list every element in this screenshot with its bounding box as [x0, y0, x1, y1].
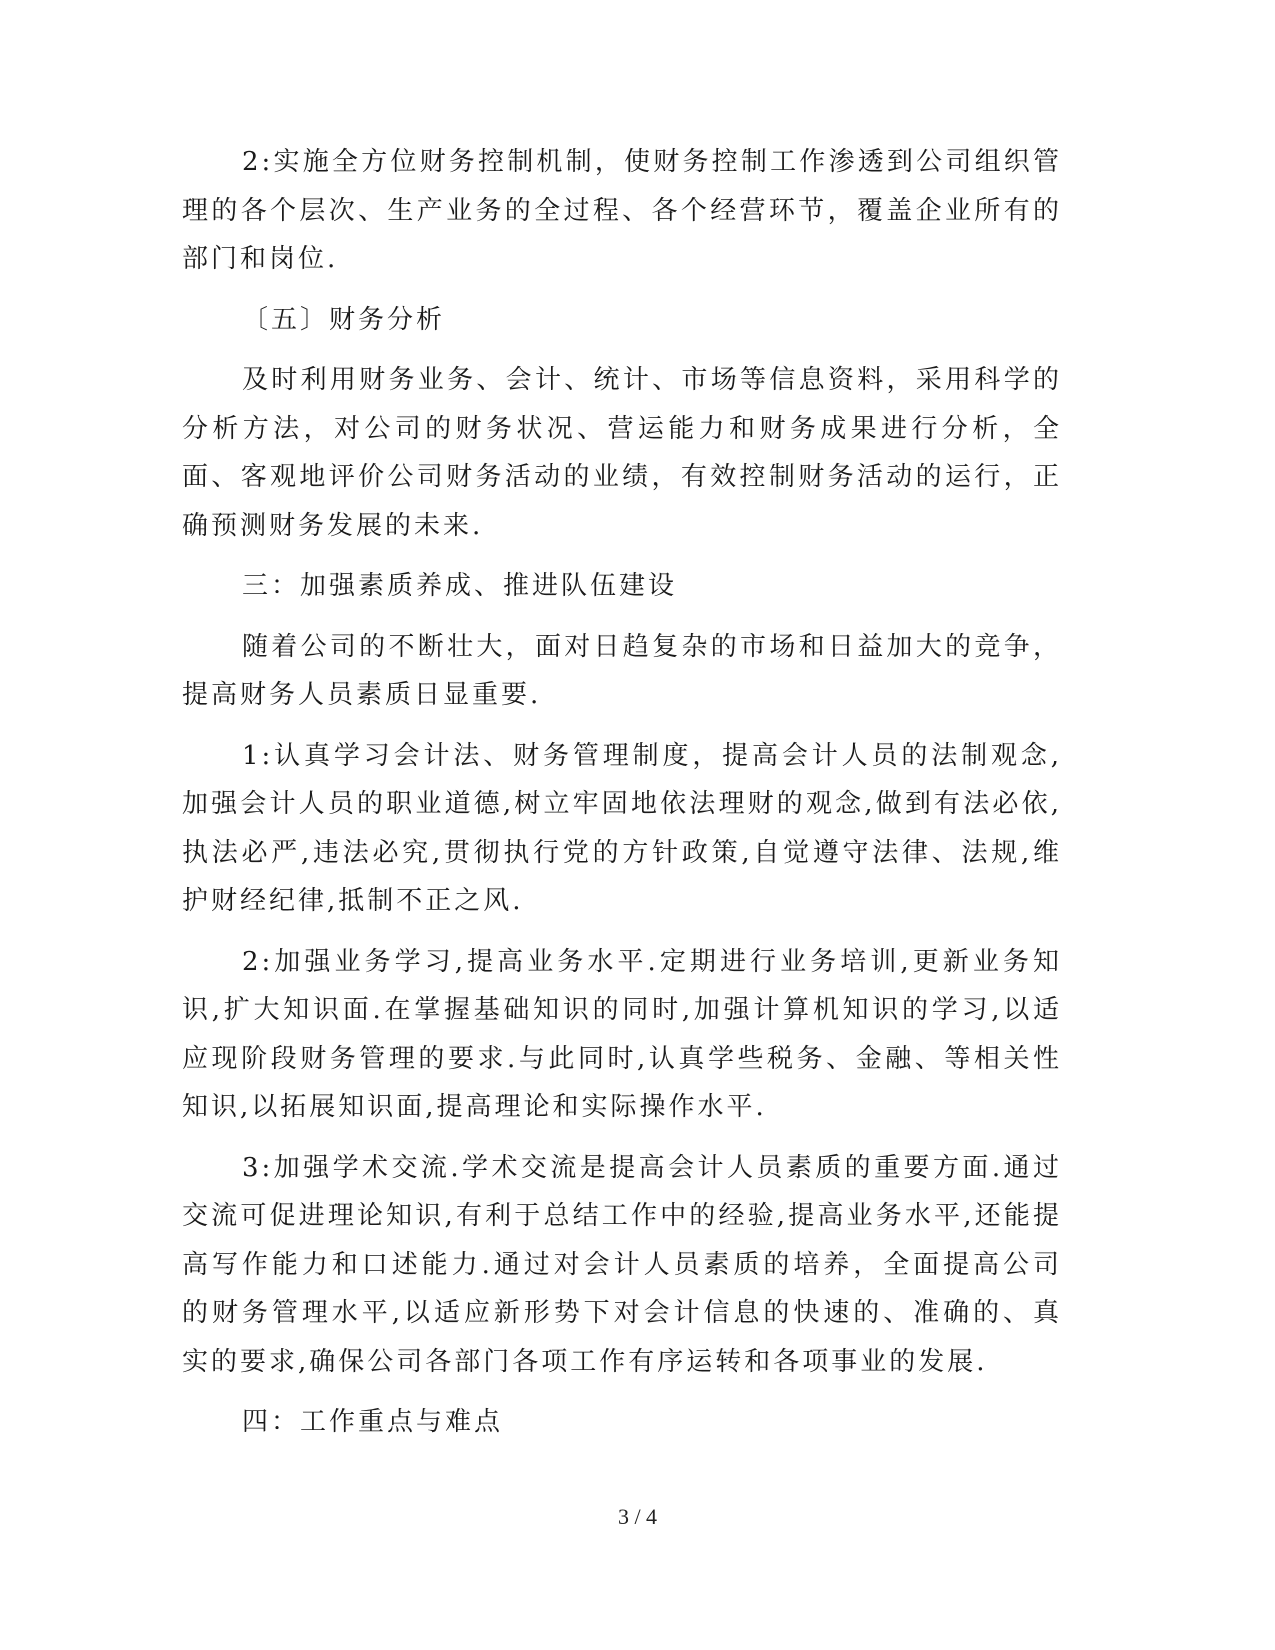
section-heading-key-points: 四：工作重点与难点: [242, 1407, 504, 1437]
paragraph-business-study: 2:加强业务学习,提高业务水平.定期进行业务培训,更新业务知识,扩大知识面.在掌握基础知识的同时,加强计算机知识的学习,以适应现阶段财务管理的要求.与此同时,认真学些税务、金融、等相关性知识,以拓展知识面,提高理论和实际操作水平.: [182, 946, 1062, 1122]
section-heading-financial-analysis: 〔五〕财务分析: [242, 304, 446, 335]
paragraph-study-law: 1:认真学习会计法、财务管理制度，提高会计人员的法制观念,加强会计人员的职业道德,树立牢固地依法理财的观念,做到有法必依,执法必严,违法必究,贯彻执行党的方针政策,自觉遵守法律、法规,维护财经纪律,抵制不正之风.: [182, 740, 1062, 916]
page-number: 3 / 4: [617, 1504, 658, 1529]
document-body: [182, 138, 1062, 1459]
paragraph-control-mechanism: 2:实施全方位财务控制机制，使财务控制工作渗透到公司组织管理的各个层次、生产业务的全过程、各个经营环节，覆盖企业所有的部门和岗位.: [182, 147, 1062, 274]
section-heading-team-building: 三：加强素质养成、推进队伍建设: [242, 571, 678, 601]
paragraph-academic-exchange: 3:加强学术交流.学术交流是提高会计人员素质的重要方面.通过交流可促进理论知识,有利于总结工作中的经验,提高业务水平,还能提高写作能力和口述能力.通过对会计人员素质的培养，全面提高公司的财务管理水平,以适应新形势下对会计信息的快速的、准确的、真实的要求,确保公司各部门各项工作有序运转和各项事业的发展.: [182, 1152, 1062, 1377]
paragraph-team-intro: 随着公司的不断壮大，面对日趋复杂的市场和日益加大的竞争，提高财务人员素质日显重要.: [182, 631, 1062, 710]
paragraph-financial-analysis: 及时利用财务业务、会计、统计、市场等信息资料，采用科学的分析方法，对公司的财务状况、营运能力和财务成果进行分析，全面、客观地评价公司财务活动的业绩，有效控制财务活动的运行，正确预测财务发展的未来.: [182, 365, 1062, 541]
